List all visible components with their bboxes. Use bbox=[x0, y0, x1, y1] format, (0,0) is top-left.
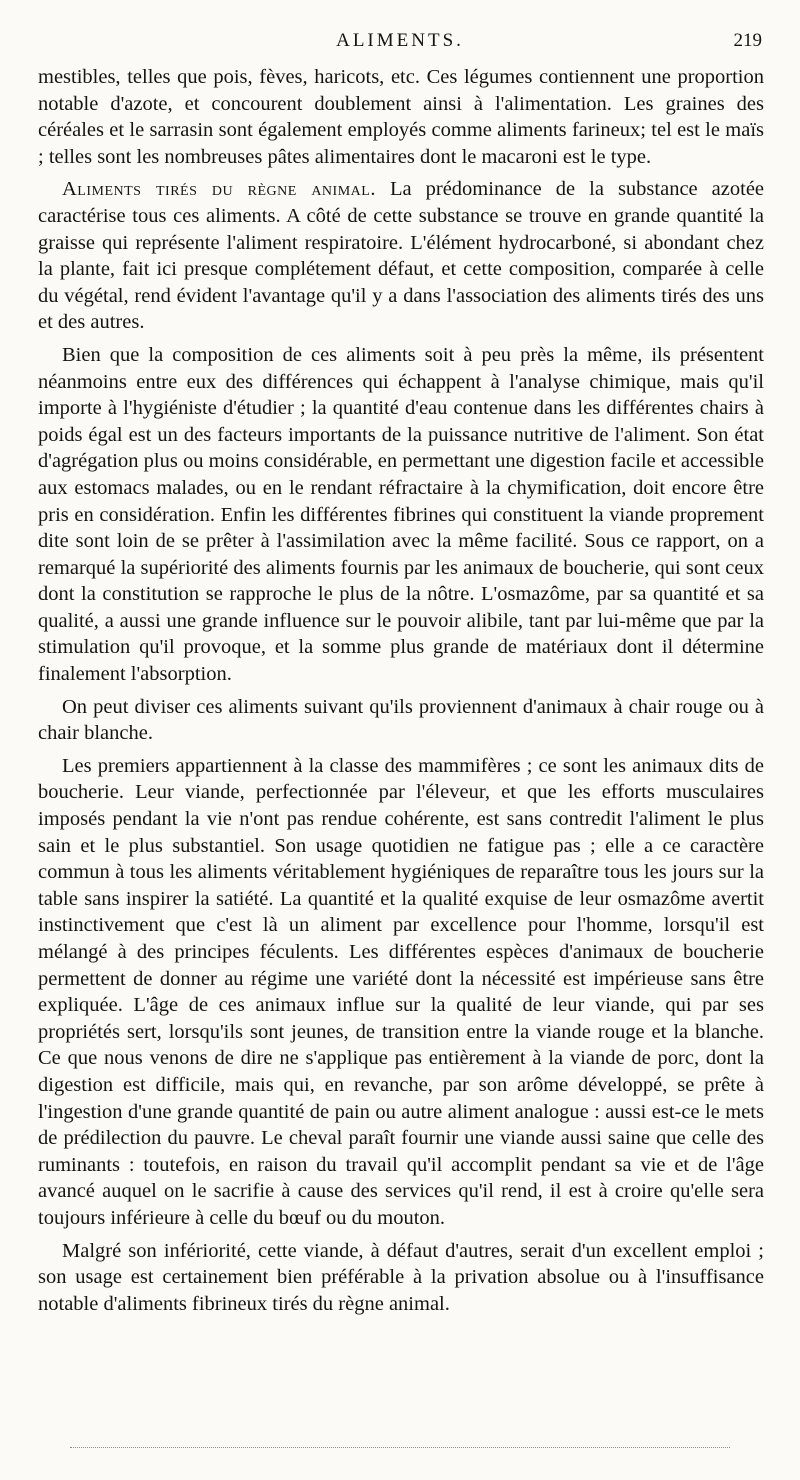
running-title: ALIMENTS. bbox=[336, 30, 464, 51]
paragraph-2 bbox=[38, 176, 764, 336]
paragraph-3: Bien que la composition de ces aliments soit à peu près la même, ils présentent néanmoins entre eux des différences qui échappent à l'analyse chimique, mais qu'il importe à l'hygiéniste d'étudier ; la quantité d'eau contenue dans les différentes chairs à poids égal est un des facteurs importants de la puissance nutritive de l'aliment. Son état d'agrégation plus ou moins considérable, en permettant une digestion facile et accessible aux estomacs malades, ou en le rendant réfractaire à la chymification, doit encore être pris en considération. Enfin les différentes fibrines qui constituent la viande proprement dite sont loin de se prêter à l'assimilation avec la même facilité. Sous ce rapport, on a remarqué la supériorité des aliments fournis par les animaux de boucherie, qui sont ceux dont la constitution se rapproche le plus de la nôtre. L'osmazôme, par sa quantité et sa qualité, a aussi une grande influence sur le pouvoir alibile, tant par lui-même que par la stimulation qu'il provoque, et la somme plus grande de matériaux dont il détermine finalement l'absorption. bbox=[38, 343, 764, 686]
paragraph-5: Les premiers appartiennent à la classe des mammifères ; ce sont les animaux dits de boucherie. Leur viande, perfectionnée par l'éleveur, et que les efforts musculaires imposés pendant la vie n'ont pas rendue cohérente, est sans contredit l'aliment le plus sain et le plus substantiel. Son usage quotidien ne fatigue pas ; elle a ce caractère commun à tous les aliments véritablement hygiéniques de reparaître tous les jours sur la table sans inspirer la satiété. La quantité et la qualité exquise de leur osmazôme avertit instinctivement que c'est là un aliment par excellence pour l'homme, lorsqu'il est mélangé à des principes féculents. Les différentes espèces d'animaux de boucherie permettent de donner au régime une variété dont la nécessité est impérieuse sans être expliquée. L'âge de ces animaux influe sur la qualité de leur viande, qui par ses propriétés sert, lorsqu'ils sont jeunes, de transition entre la viande rouge et la blanche. Ce que nous venons de dire ne s'applique pas entièrement à la viande de porc, dont la digestion est difficile, mais qui, en revanche, par son arôme développé, se prête à l'ingestion d'une grande quantité de pain ou autre aliment analogue : aussi est-ce le mets de prédilection du pauvre. Le cheval paraît fournir une viande aussi saine que celle des ruminants : toutefois, en raison du travail qu'il accomplit pendant sa vie et de l'âge avancé auquel on le sacrifie à cause des services qu'il rend, il est à croire qu'elle sera toujours inférieure à celle du bœuf ou du mouton. bbox=[38, 754, 764, 1229]
body-text bbox=[38, 64, 764, 1317]
paragraph-6: Malgré son infériorité, cette viande, à défaut d'autres, serait d'un excellent emploi ; son usage est certainement bien préférable à la privation absolue ou à l'insuffisance notable d'aliments fibrineux tirés du règne animal. bbox=[38, 1239, 764, 1315]
paragraph-4: On peut diviser ces aliments suivant qu'ils proviennent d'animaux à chair rouge ou à chair blanche. bbox=[38, 695, 764, 745]
page-number: 219 bbox=[733, 30, 762, 51]
footer-rule bbox=[70, 1447, 730, 1448]
paragraph-2-text: La prédominance de la substance azotée caractérise tous ces aliments. A côté de cette substance se trouve en grande quantité la graisse qui représente l'aliment respiratoire. L'élément hydrocarboné, si abondant chez la plante, fait ici presque complétement défaut, et cette composition, comparée à celle du végétal, rend évident l'avantage qu'il y a dans l'association des aliments tirés des uns et des autres. bbox=[38, 178, 765, 334]
running-head bbox=[38, 30, 762, 56]
section-heading: Aliments tirés du règne animal. bbox=[62, 178, 376, 201]
paragraph-1: mestibles, telles que pois, fèves, haricots, etc. Ces légumes contiennent une proportion notable d'azote, et concourent doublement ainsi à l'alimentation. Les graines des céréales et le sarrasin sont également employés comme aliments farineux; tel est le maïs ; telles sont les nombreuses pâtes alimentaires dont le macaroni est le type. bbox=[38, 66, 764, 168]
